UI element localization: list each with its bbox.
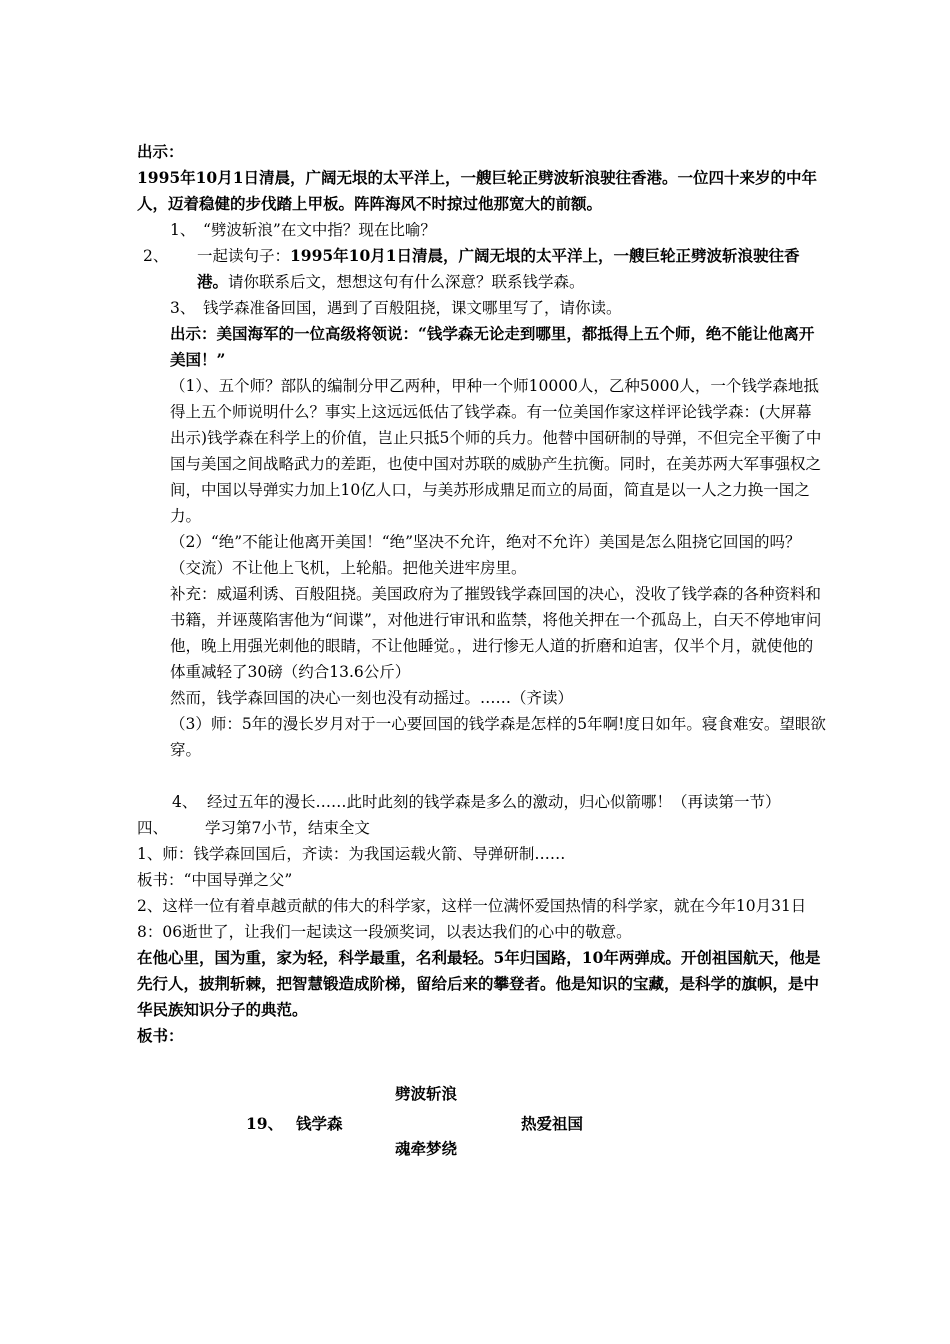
question-2-lead: 一起读句子： bbox=[197, 247, 291, 265]
question-3-num: 3、 bbox=[170, 299, 196, 317]
paragraph-determination: 然而，钱学森回国的决心一刻也没有动摇过。……（齐读） bbox=[170, 689, 574, 707]
board-right-phrase: 热爱祖国 bbox=[521, 1114, 584, 1133]
board-note-father: 板书：“中国导弹之父” bbox=[137, 871, 293, 889]
paragraph-supplement: 补充：威逼利诱、百般阻挠。美国政府为了摧毁钱学森回国的决心，没收了钱学森的各种资料和书籍，并诬蔑陷害他为“间谍”，对他进行审讯和监禁，将他关押在一个孤岛上，白天不停地审问他，晚上用强光刺他的眼睛，不让他睡觉。，进行惨无人道的折磨和迫害，仅半个月，就使他的体重减轻了30磅（约合13.6公斤） bbox=[170, 585, 822, 681]
question-2 bbox=[137, 243, 827, 295]
section-4-title: 学习第7小节，结束全文 bbox=[205, 819, 370, 837]
blank-line bbox=[137, 763, 827, 789]
question-1 bbox=[137, 217, 827, 243]
show-text-2: 出示：美国海军的一位高级将领说：“钱学森无论走到哪里，都抵得上五个师，绝不能让他离开美国！” bbox=[170, 324, 815, 369]
question-2-num: 2、 bbox=[143, 247, 169, 265]
paragraph-five-years: （3）师：5年的漫长岁月对于一心要回国的钱学森是怎样的5年啊!度日如年。寝食难安。望眼欲穿。 bbox=[170, 715, 826, 759]
section-4-heading bbox=[137, 815, 827, 841]
question-3 bbox=[137, 295, 827, 321]
question-2-rest: 请你联系后文，想想这句有什么深意？联系钱学森。 bbox=[228, 273, 585, 291]
question-1-text: “劈波斩浪”在文中指？现在比喻？ bbox=[203, 221, 436, 239]
paragraph-jue: （2）“绝”不能让他离开美国！“绝”坚决不允许，绝对不允许）美国是怎么阻挠它回国的吗？ bbox=[170, 533, 801, 551]
question-4-text: 经过五年的漫长……此时此刻的钱学森是多么的激动，归心似箭哪！（再读第一节） bbox=[207, 793, 781, 811]
step-1: 1、师：钱学森回国后，齐读：为我国运载火箭、导弹研制…… bbox=[137, 845, 566, 863]
question-1-num: 1、 bbox=[170, 221, 196, 239]
question-4 bbox=[137, 789, 827, 815]
lesson-content bbox=[137, 139, 827, 1049]
step-2: 2、这样一位有着卓越贡献的伟大的科学家，这样一位满怀爱国热情的科学家，就在今年10月31日8：06逝世了，让我们一起读这一段颁奖词，以表达我们的心中的敬意。 bbox=[137, 897, 807, 941]
show-text-1: 1995年10月1日清晨，广阔无垠的太平洋上，一艘巨轮正劈波斩浪驶往香港。一位四十来岁的中年人，迈着稳健的步伐踏上甲板。阵阵海风不时掠过他那宽大的前额。 bbox=[137, 168, 817, 213]
section-4-num: 四、 bbox=[137, 819, 169, 837]
question-4-num: 4、 bbox=[172, 793, 198, 811]
board-label: 板书： bbox=[137, 1026, 184, 1045]
board-title: 钱学森 bbox=[296, 1114, 343, 1133]
board-lesson-number: 19、 bbox=[246, 1114, 284, 1133]
award-citation: 在他心里，国为重，家为轻，科学最重，名利最轻。5年归国路，10年两弹成。开创祖国航天，他是先行人，披荆斩棘，把智慧锻造成阶梯，留给后来的攀登者。他是知识的宝藏，是科学的旗帜，是中华民族知识分子的典范。 bbox=[137, 948, 821, 1019]
board-bottom-phrase: 魂牵梦绕 bbox=[395, 1139, 458, 1158]
paragraph-five-divisions: （1）、五个师？部队的编制分甲乙两种，甲种一个师10000人，乙种5000人，一个钱学森地抵得上五个师说明什么？事实上这远远低估了钱学森。有一位美国作家这样评论钱学森：(大屏幕出示)钱学森在科学上的价值，岂止只抵5个师的兵力。他替中国研制的导弹，不但完全平衡了中国与美国之间战略武力的差距，也使中国对苏联的威胁产生抗衡。同时，在美苏两大军事强权之间，中国以导弹实力加上10亿人口，与美苏形成鼎足而立的局面，简直是以一人之力换一国之力。 bbox=[170, 377, 822, 525]
show-label-1: 出示： bbox=[137, 142, 184, 161]
question-3-text: 钱学森准备回国，遇到了百般阻挠，课文哪里写了，请你读。 bbox=[203, 299, 622, 317]
paragraph-exchange: （交流）不让他上飞机，上轮船。把他关进牢房里。 bbox=[170, 559, 527, 577]
question-2-quote: 1995年10月1日清晨，广阔无垠的太平洋上，一艘巨轮正劈波斩浪驶往香港。 bbox=[197, 246, 800, 291]
board-top-phrase: 劈波斩浪 bbox=[395, 1084, 458, 1103]
